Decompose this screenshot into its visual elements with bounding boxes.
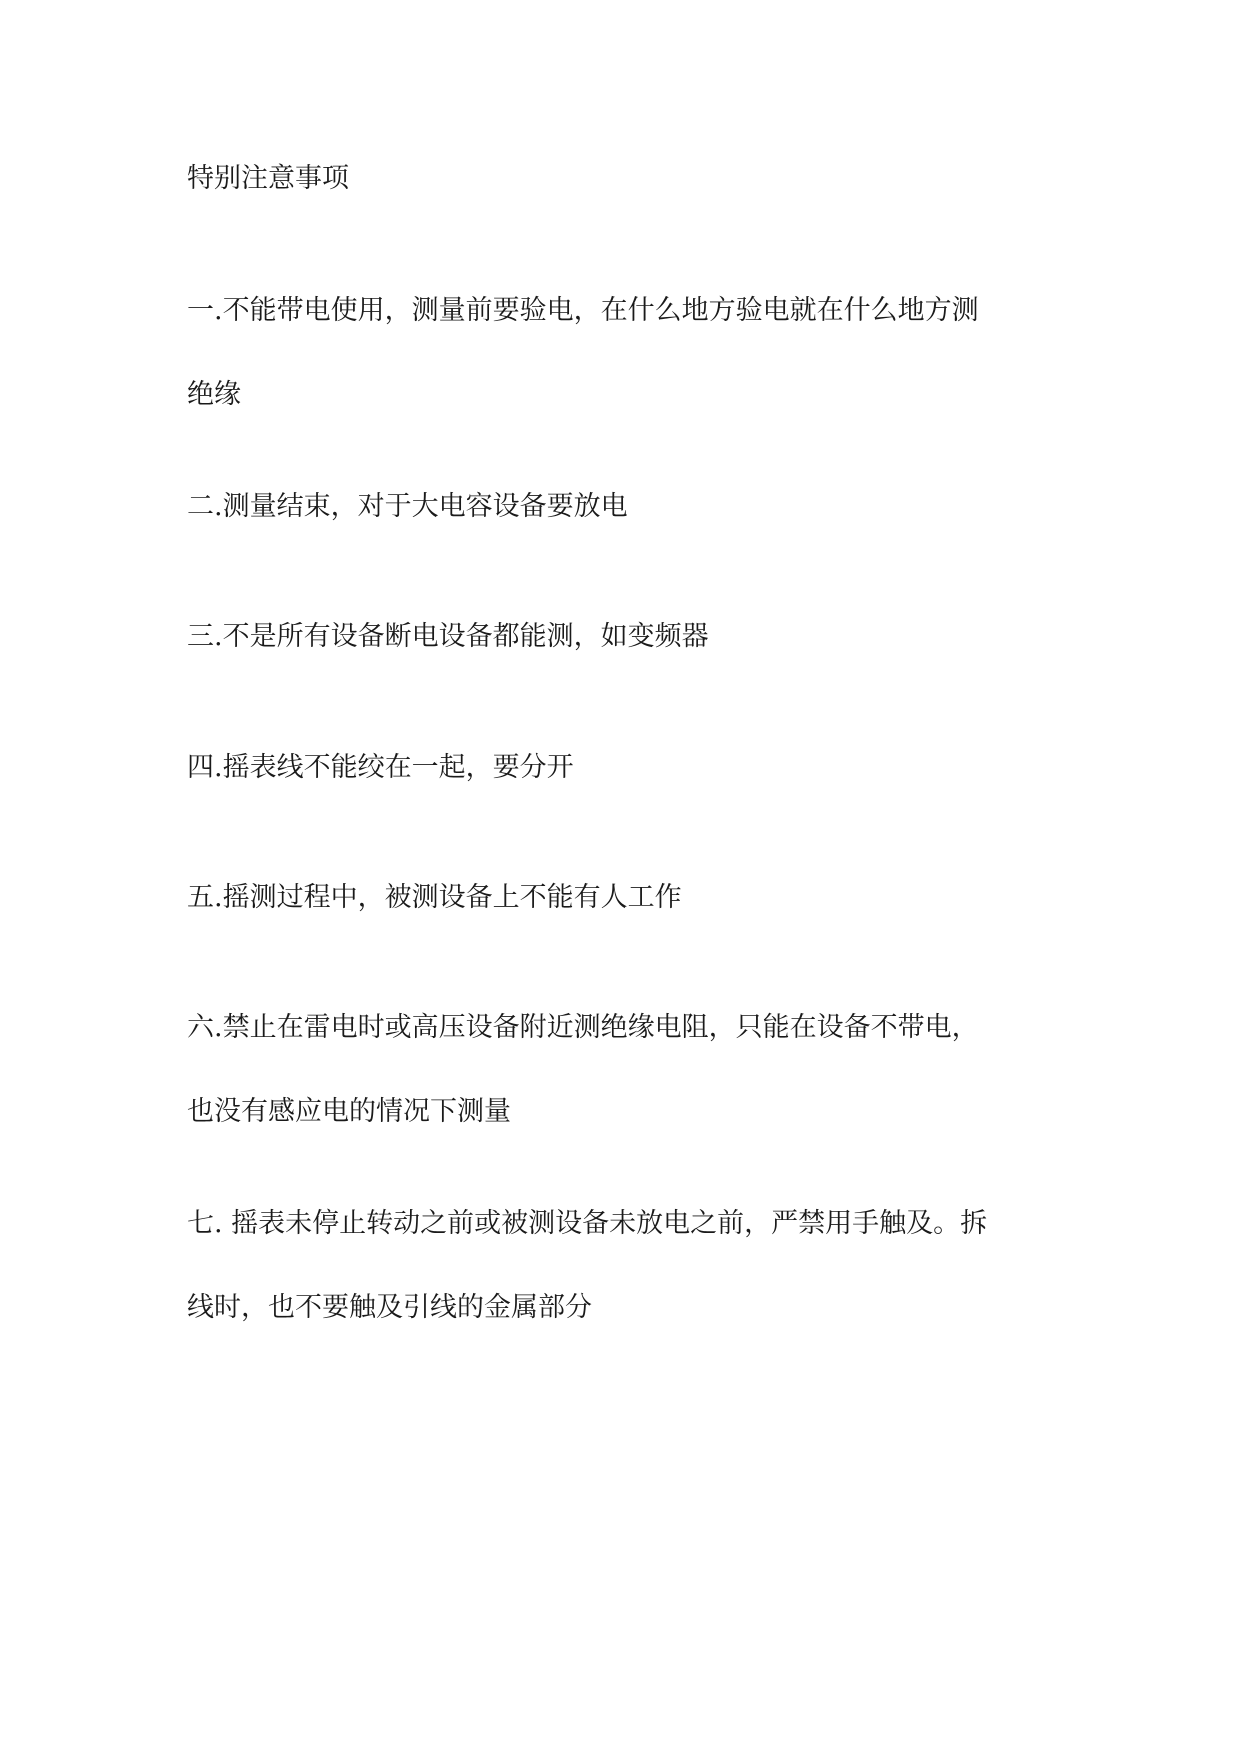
notice-item-7 bbox=[187, 1205, 1067, 1327]
notice-item-line: 三.不是所有设备断电设备都能测，如变频器 bbox=[187, 621, 709, 652]
notice-item-line: 一.不能带电使用，测量前要验电，在什么地方验电就在什么地方测 bbox=[187, 295, 979, 326]
notice-item-line: 也没有感应电的情况下测量 bbox=[187, 1096, 511, 1127]
notice-item-1 bbox=[187, 292, 1067, 414]
notice-item-2 bbox=[187, 488, 1067, 526]
notice-item-line: 线时，也不要触及引线的金属部分 bbox=[187, 1292, 592, 1323]
notice-item-line: 四.摇表线不能绞在一起，要分开 bbox=[187, 752, 574, 783]
notice-item-line: 七. 摇表未停止转动之前或被测设备未放电之前，严禁用手触及。拆 bbox=[187, 1208, 988, 1239]
notice-item-line: 五.摇测过程中，被测设备上不能有人工作 bbox=[187, 882, 682, 913]
notice-item-line: 二.测量结束，对于大电容设备要放电 bbox=[187, 491, 628, 522]
notice-item-3 bbox=[187, 618, 1067, 656]
notice-item-line: 绝缘 bbox=[187, 379, 241, 410]
notice-item-line: 六.禁止在雷电时或高压设备附近测绝缘电阻，只能在设备不带电， bbox=[187, 1012, 979, 1043]
notice-item-6 bbox=[187, 1009, 1067, 1131]
notice-item-4 bbox=[187, 749, 1067, 787]
notice-item-5 bbox=[187, 879, 1067, 917]
page-title: 特别注意事项 bbox=[187, 163, 349, 194]
